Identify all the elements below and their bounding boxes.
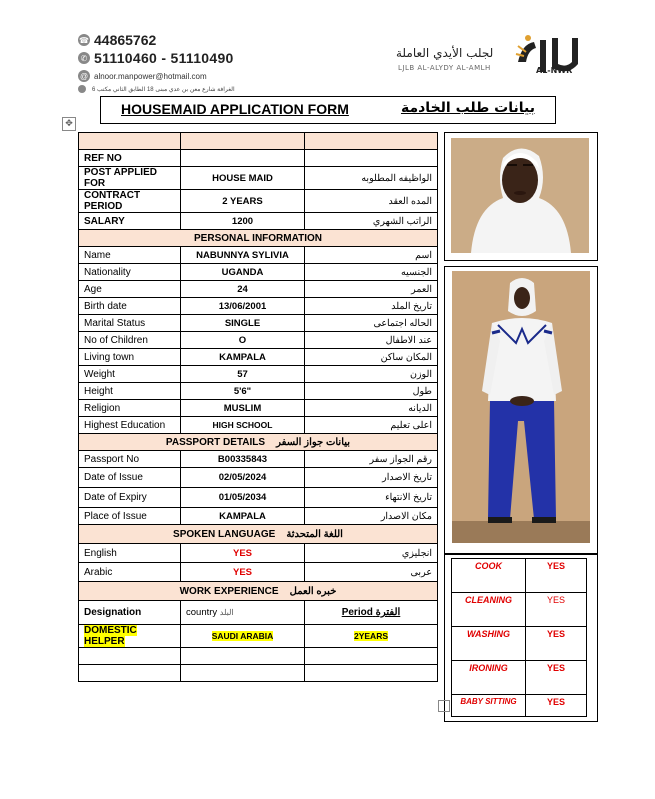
table-row [79, 563, 438, 582]
row-value: KAMPALA [181, 508, 305, 525]
salary-value: 1200 [181, 213, 305, 230]
table-row [79, 315, 438, 332]
ref-no-label: REF NO [79, 150, 181, 167]
table-row [79, 213, 438, 230]
skill-name: BABY SITTING [452, 695, 526, 717]
contact-block [78, 32, 235, 94]
skill-row [452, 661, 587, 695]
row-arabic: تاريخ الملد [305, 298, 438, 315]
exp-designation: DOMESTIC HELPER [79, 625, 181, 648]
row-label: Date of Issue [79, 468, 181, 488]
logo-english: LJLB AL-ALYDY AL-AMLH [398, 64, 491, 72]
row-label: Arabic [79, 563, 181, 582]
period-header: Period الفترة [305, 601, 438, 625]
portrait-photo-frame [444, 132, 598, 261]
row-value: 24 [181, 281, 305, 298]
post-value: HOUSE MAID [181, 167, 305, 190]
row-arabic: تاريخ الانتهاء [305, 488, 438, 508]
row-arabic: اعلى تعليم [305, 417, 438, 434]
contract-value: 2 YEARS [181, 190, 305, 213]
ref-no-arabic [305, 150, 438, 167]
skill-value: YES [526, 593, 587, 627]
skill-value: YES [526, 695, 587, 717]
table-row [79, 383, 438, 400]
skills-table [451, 558, 587, 717]
table-row [79, 332, 438, 349]
row-arabic: مكان الاصدار [305, 508, 438, 525]
ref-no-value [181, 150, 305, 167]
table-row [79, 665, 438, 682]
row-arabic: الوزن [305, 366, 438, 383]
skill-value: YES [526, 627, 587, 661]
row-value: 13/06/2001 [181, 298, 305, 315]
row-label: Weight [79, 366, 181, 383]
table-row [79, 247, 438, 264]
row-arabic: عند الاطفال [305, 332, 438, 349]
experience-heading: WORK EXPERIENCE خبره العمل [79, 582, 438, 601]
mobile-icon: ✆ [78, 52, 90, 64]
table-row [79, 366, 438, 383]
row-label: Passport No [79, 451, 181, 468]
row-value: YES [181, 544, 305, 563]
resize-handle-icon[interactable] [438, 700, 450, 712]
table-row [79, 508, 438, 525]
row-arabic: عربى [305, 563, 438, 582]
post-label: POST APPLIED FOR [79, 167, 181, 190]
row-value: SINGLE [181, 315, 305, 332]
skill-value: YES [526, 559, 587, 593]
table-row [79, 417, 438, 434]
row-label: English [79, 544, 181, 563]
table-row [79, 264, 438, 281]
row-label: Birth date [79, 298, 181, 315]
exp-period: 2YEARS [305, 625, 438, 648]
table-row [79, 167, 438, 190]
company-logo [398, 32, 588, 82]
skill-row [452, 695, 587, 717]
form-title: HOUSEMAID APPLICATION FORM [121, 101, 349, 117]
skill-row [452, 559, 587, 593]
table-row [79, 298, 438, 315]
table-row [79, 648, 438, 665]
row-label: Date of Expiry [79, 488, 181, 508]
full-body-photo-frame [444, 266, 598, 554]
salary-label: SALARY [79, 213, 181, 230]
full-body-photo [452, 271, 590, 543]
section-heading [79, 230, 438, 247]
row-label: No of Children [79, 332, 181, 349]
contract-arabic: المده العقد [305, 190, 438, 213]
skill-row [452, 627, 587, 661]
table-row [79, 190, 438, 213]
row-arabic: اسم [305, 247, 438, 264]
row-label: Age [79, 281, 181, 298]
row-arabic: تاريخ الاصدار [305, 468, 438, 488]
post-arabic: الواظيفه المطلوبه [305, 167, 438, 190]
phones-alt: 51110460 - 51110490 [94, 50, 234, 66]
row-arabic: الديانه [305, 400, 438, 417]
row-value: YES [181, 563, 305, 582]
table-row [79, 133, 438, 150]
row-label: Marital Status [79, 315, 181, 332]
row-label: Place of Issue [79, 508, 181, 525]
row-label: Height [79, 383, 181, 400]
phone-icon: ☎ [79, 35, 89, 45]
designation-header: Designation [79, 601, 181, 625]
logo-brand: AL-NWR [536, 66, 573, 75]
row-value: UGANDA [181, 264, 305, 281]
table-row [79, 488, 438, 508]
row-label: Living town [79, 349, 181, 366]
row-value: HIGH SCHOOL [181, 417, 305, 434]
row-arabic: انجليزي [305, 544, 438, 563]
row-value: 5'6" [181, 383, 305, 400]
table-row [79, 451, 438, 468]
row-label: Nationality [79, 264, 181, 281]
address: الغرافة شارع معن بن عدي مبنى 18 الطابق الثاني مكتب 6 [92, 86, 235, 93]
row-arabic: رقم الجواز سفر [305, 451, 438, 468]
table-row [79, 150, 438, 167]
row-value: KAMPALA [181, 349, 305, 366]
skill-name: IRONING [452, 661, 526, 695]
row-label: Name [79, 247, 181, 264]
portrait-photo [451, 138, 589, 253]
row-value: O [181, 332, 305, 349]
section-heading [79, 434, 438, 451]
skill-row [452, 593, 587, 627]
table-row [79, 468, 438, 488]
table-row [79, 349, 438, 366]
row-value: 01/05/2034 [181, 488, 305, 508]
email-icon: @ [79, 71, 89, 81]
email: alnoor.manpower@hotmail.com [94, 71, 207, 81]
table-move-handle-icon[interactable]: ✥ [62, 117, 76, 131]
country-header: country البلد [181, 601, 305, 625]
row-value: 02/05/2024 [181, 468, 305, 488]
skill-name: WASHING [452, 627, 526, 661]
skill-name: CLEANING [452, 593, 526, 627]
application-table [78, 132, 438, 682]
table-row [79, 601, 438, 625]
salary-arabic: الراتب الشهري [305, 213, 438, 230]
table-row [79, 544, 438, 563]
section-heading [79, 582, 438, 601]
form-title-arabic: بيانات طلب الخادمة [400, 100, 535, 116]
row-arabic: الحاله اجتماعى [305, 315, 438, 332]
language-heading: SPOKEN LANGUAGE اللغة المتحدثة [79, 525, 438, 544]
table-row [79, 281, 438, 298]
personal-heading: PERSONAL INFORMATION [79, 230, 438, 247]
row-value: MUSLIM [181, 400, 305, 417]
table-row [79, 400, 438, 417]
exp-country: SAUDI ARABIA [181, 625, 305, 648]
row-label: Religion [79, 400, 181, 417]
row-arabic: المكان ساكن [305, 349, 438, 366]
row-label: Highest Education [79, 417, 181, 434]
row-arabic: العمر [305, 281, 438, 298]
row-arabic: طول [305, 383, 438, 400]
row-value: B00335843 [181, 451, 305, 468]
skill-name: COOK [452, 559, 526, 593]
skill-value: YES [526, 661, 587, 695]
form-title-box [100, 96, 556, 124]
row-arabic: الجنسيه [305, 264, 438, 281]
location-icon [78, 85, 86, 93]
row-value: 57 [181, 366, 305, 383]
section-heading [79, 525, 438, 544]
passport-heading: PASSPORT DETAILS بيانات جواز السفر [79, 434, 438, 451]
phone-main: 44865762 [94, 32, 157, 48]
logo-arabic: لجلب الأيدي العاملة [396, 46, 494, 60]
table-row [79, 625, 438, 648]
row-value: NABUNNYA SYLIVIA [181, 247, 305, 264]
contract-label: CONTRACT PERIOD [79, 190, 181, 213]
